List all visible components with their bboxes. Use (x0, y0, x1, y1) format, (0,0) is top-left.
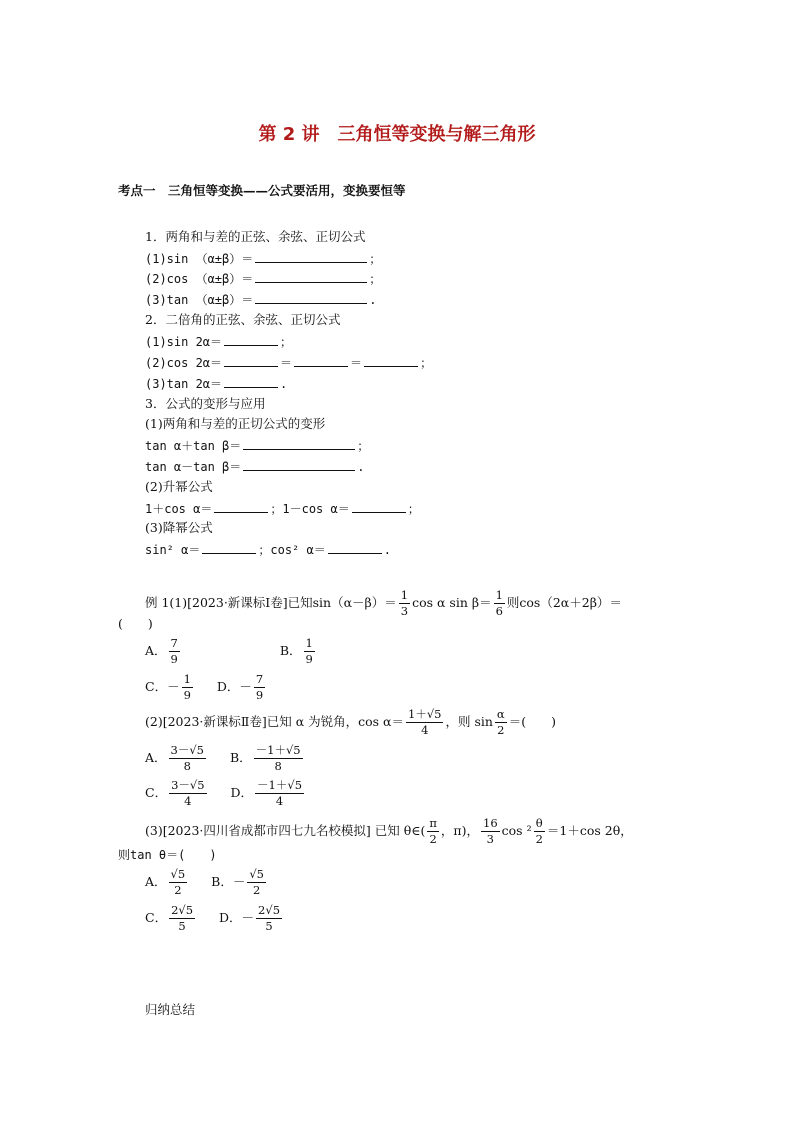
example-1-question: 例 1(1)[2023·新课标Ⅰ卷]已知sin（α－β）＝ $\frac{1}{3}$ cos α sin β＝ $\frac{1}{6}$ 则cos（2α＋2β）＝ (145, 588, 622, 618)
choice-b[interactable]: B． $\frac{-1+√5}{8}$ (229, 743, 301, 773)
formula-line: (3)tan 2α＝ . (145, 373, 287, 394)
answer-blank[interactable] (294, 352, 348, 367)
formula-subtopic: (2)升幂公式 (145, 479, 213, 494)
answer-blank[interactable] (214, 498, 268, 513)
choice-row (145, 672, 267, 703)
choice-a[interactable]: A． $\frac{7}{9}$ (145, 636, 178, 666)
formula-subtopic: (3)降幂公式 (145, 520, 213, 535)
answer-blank[interactable] (255, 248, 367, 263)
choice-d[interactable]: D．－ $\frac{2√5}{5}$ (219, 903, 281, 933)
formula-topic-1: 1．两角和与差的正弦、余弦、正切公式 (145, 229, 366, 244)
fraction: $\frac{1}{3}$ (400, 588, 409, 618)
fraction: $\frac{1}{9}$ (305, 636, 313, 666)
choice-row (145, 777, 306, 809)
example-3-question: (3)[2023·四川省成都市四七九名校模拟] 已知 θ∈( $\frac{\pi}{2}$ ，π)， $\frac{16}{3}$ cos ² $\frac{\theta}{2}$ ＝1＋cos 2θ， (145, 816, 633, 846)
formula-line: (3)tan （α±β）＝ . (145, 289, 376, 310)
answer-blank[interactable] (224, 373, 278, 388)
fraction: $\frac{-1+√5}{8}$ (255, 743, 301, 773)
fraction: $\frac{√5}{2}$ (249, 867, 264, 897)
answer-blank[interactable] (243, 435, 355, 450)
example-3-question-line2: 则tan θ＝( ) (118, 848, 217, 862)
answer-blank[interactable] (243, 456, 355, 471)
choice-b[interactable]: B． $\frac{1}{9}$ (279, 636, 313, 666)
answer-blank[interactable] (255, 268, 367, 283)
formula-line: (2)cos 2α＝ ＝ ＝ ； (145, 352, 432, 373)
fraction: $\frac{7}{9}$ (255, 672, 264, 702)
fraction: $\frac{1+√5}{4}$ (408, 707, 442, 737)
formula-topic-3: 3．公式的变形与应用 (145, 396, 266, 411)
choice-a[interactable]: A． $\frac{3-√5}{8}$ (145, 743, 204, 773)
choice-c[interactable]: C． $\frac{2√5}{5}$ (145, 903, 194, 933)
choice-row (145, 742, 305, 774)
fraction: $\frac{2√5}{5}$ (171, 903, 194, 933)
choice-row (145, 636, 317, 667)
answer-blank[interactable] (352, 498, 406, 513)
choice-a[interactable]: A． $\frac{√5}{2}$ (145, 867, 186, 897)
formula-line: (1)sin （α±β）＝ ； (145, 248, 381, 269)
choice-row (145, 902, 284, 934)
fraction: $\frac{\pi}{2}$ (429, 816, 437, 846)
fraction: $\frac{-1+√5}{4}$ (257, 778, 303, 808)
fraction: $\frac{√5}{2}$ (170, 867, 186, 897)
formula-line: 1＋cos α＝ ；1－cos α＝ ； (145, 498, 420, 519)
answer-blank[interactable] (224, 331, 278, 346)
formula-line: tan α＋tan β＝ ； (145, 435, 369, 456)
fraction: $\frac{2√5}{5}$ (258, 903, 281, 933)
fraction: $\frac{16}{3}$ (483, 816, 498, 846)
example-2-question: (2)[2023·新课标Ⅱ卷]已知 α 为锐角，cos α＝ $\frac{1+√5}{4}$ ，则 sin $\frac{\alpha}{2}$ ＝( ) (145, 707, 556, 737)
choice-d[interactable]: D． $\frac{-1+√5}{4}$ (230, 778, 303, 808)
fraction: $\frac{\theta}{2}$ (535, 816, 543, 846)
answer-paren: ( ) (118, 616, 153, 631)
fraction: $\frac{3-√5}{4}$ (171, 778, 205, 808)
page-title: 第 2 讲 三角恒等变换与解三角形 (258, 124, 536, 145)
choice-c[interactable]: C．－ $\frac{1}{9}$ (145, 672, 191, 702)
answer-blank[interactable] (202, 539, 256, 554)
fraction: $\frac{1}{6}$ (495, 588, 503, 618)
formula-line: (2)cos （α±β）＝ ； (145, 268, 381, 289)
formula-line: (1)sin 2α＝ ； (145, 331, 292, 352)
choice-c[interactable]: C． $\frac{3-√5}{4}$ (145, 778, 205, 808)
formula-line: tan α－tan β＝ . (145, 456, 364, 477)
choice-row (145, 866, 268, 898)
formula-topic-2: 2．二倍角的正弦、余弦、正切公式 (145, 312, 341, 327)
formula-subtopic: (1)两角和与差的正切公式的变形 (145, 416, 326, 431)
summary-heading: 归纳总结 (145, 1002, 196, 1017)
fraction: $\frac{1}{9}$ (183, 672, 191, 702)
choice-b[interactable]: B．－ $\frac{√5}{2}$ (211, 867, 264, 897)
choice-d[interactable]: D．－ $\frac{7}{9}$ (216, 672, 264, 702)
fraction: $\frac{3-√5}{8}$ (170, 743, 204, 773)
formula-line: sin² α＝ ；cos² α＝ . (145, 539, 391, 560)
fraction: $\frac{7}{9}$ (170, 636, 178, 666)
section-heading: 考点一 三角恒等变换——公式要活用，变换要恒等 (118, 183, 406, 198)
answer-blank[interactable] (255, 289, 367, 304)
answer-blank[interactable] (364, 352, 418, 367)
answer-blank[interactable] (328, 539, 382, 554)
answer-blank[interactable] (224, 352, 278, 367)
fraction: $\frac{\alpha}{2}$ (496, 707, 505, 737)
